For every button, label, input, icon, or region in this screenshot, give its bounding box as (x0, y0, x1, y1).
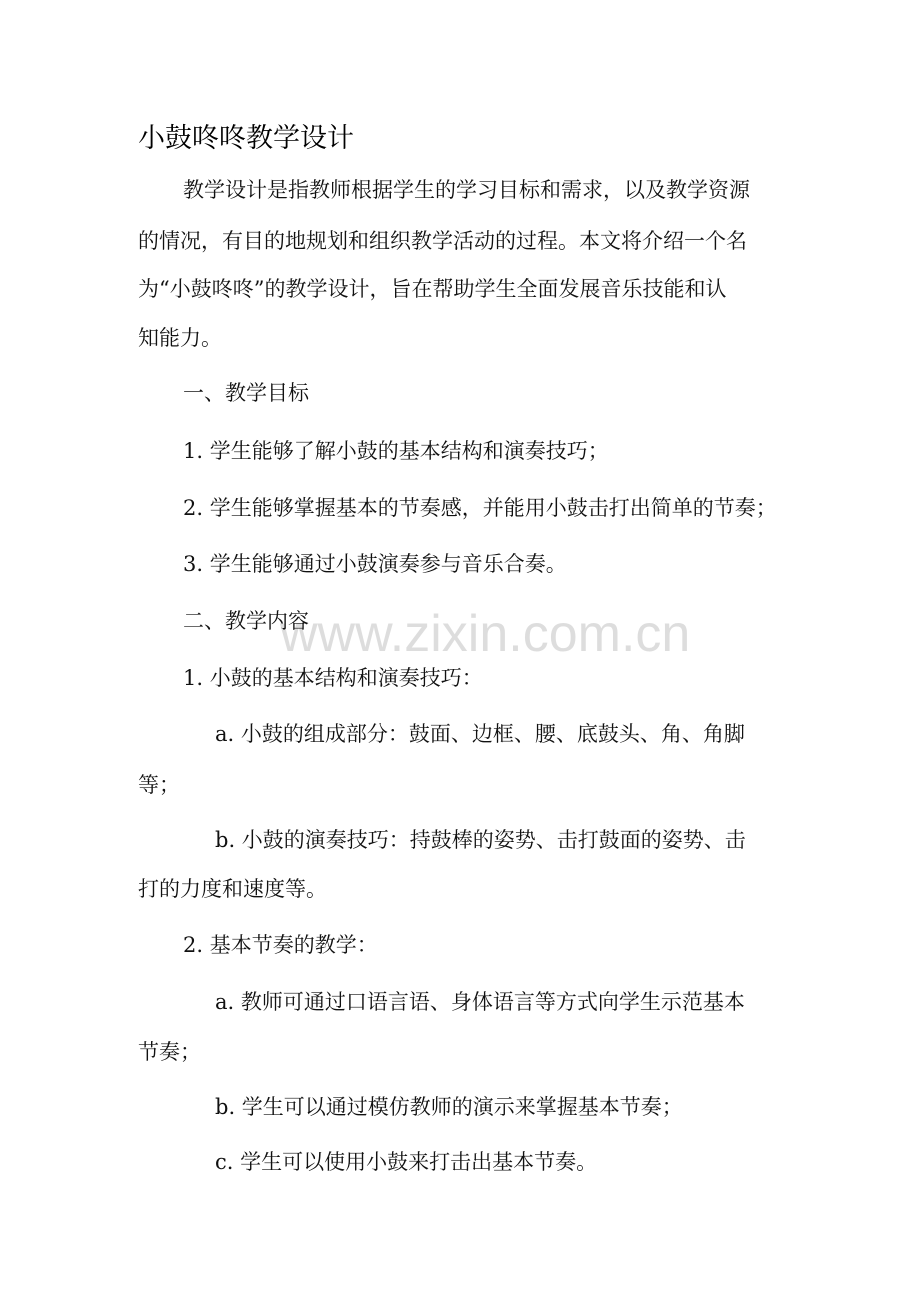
intro-line-2: 的情况，有目的地规划和组织教学活动的过程。本文将介绍一个名 (138, 229, 747, 253)
intro-line-4: 知能力。 (138, 326, 222, 350)
content-item-1: 1. 小鼓的基本结构和演奏技巧： (183, 666, 483, 690)
content-item-2a-line-2: 节奏； (138, 1040, 201, 1064)
content-item-1a-line-2: 等； (138, 773, 180, 797)
watermark: www.zixin.com.cn (280, 605, 691, 663)
objective-item-3: 3. 学生能够通过小鼓演奏参与音乐合奏。 (183, 552, 567, 576)
content-item-2c: c. 学生可以使用小鼓来打击出基本节奏。 (215, 1150, 598, 1174)
intro-line-3: 为“小鼓咚咚”的教学设计，旨在帮助学生全面发展音乐技能和认 (138, 277, 727, 301)
section-2-heading: 二、教学内容 (183, 609, 309, 633)
content-item-2b: b. 学生可以通过模仿教师的演示来掌握基本节奏； (215, 1095, 683, 1119)
objective-item-1: 1. 学生能够了解小鼓的基本结构和演奏技巧； (183, 439, 609, 463)
document-title: 小鼓咚咚教学设计 (138, 123, 354, 154)
content-item-1b-line-1: b. 小鼓的演奏技巧：持鼓棒的姿势、击打鼓面的姿势、击 (215, 828, 746, 852)
content-item-2a-line-1: a. 教师可通过口语言语、身体语言等方式向学生示范基本 (215, 990, 745, 1014)
section-1-heading: 一、教学目标 (183, 381, 309, 405)
content-item-1b-line-2: 打的力度和速度等。 (138, 877, 327, 901)
objective-item-2: 2. 学生能够掌握基本的节奏感，并能用小鼓击打出简单的节奏； (183, 496, 777, 520)
intro-line-1: 教学设计是指教师根据学生的学习目标和需求，以及教学资源 (183, 178, 750, 202)
content-item-1a-line-1: a. 小鼓的组成部分：鼓面、边框、腰、底鼓头、角、角脚 (215, 722, 745, 746)
content-item-2: 2. 基本节奏的教学： (183, 933, 378, 957)
